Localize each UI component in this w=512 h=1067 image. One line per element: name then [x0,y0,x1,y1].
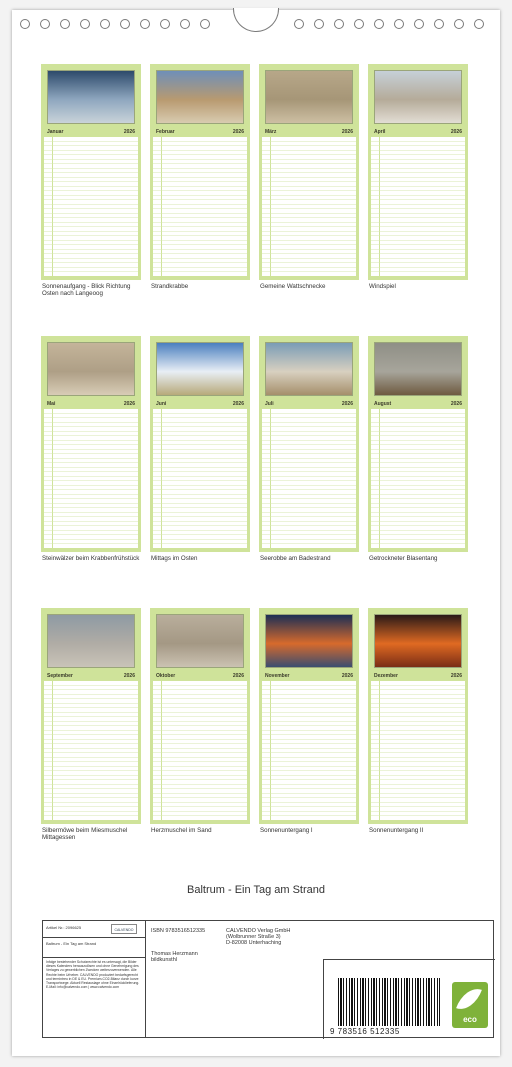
binding-hole [100,19,110,29]
month-year: 2026 [123,673,135,679]
month-caption: Gemeine Wattschnecke [260,283,326,290]
month-year: 2026 [341,401,353,407]
binding-hole [354,19,364,29]
binding-hole [160,19,170,29]
month-card [150,64,250,280]
month-header [371,128,465,136]
day-grid [44,409,138,548]
day-grid [262,681,356,820]
month-card [368,336,468,552]
month-photo [153,67,247,127]
month-card [368,608,468,824]
month-header [262,128,356,136]
month-caption: Sonnenuntergang II [369,827,424,834]
binding-hole [200,19,210,29]
month-caption: Getrockneter Blasentang [369,555,438,562]
month-photo [153,339,247,399]
month-caption: Steinwälzer beim Krabbenfrühstück [42,555,140,562]
binding-hole [474,19,484,29]
month-year: 2026 [232,673,244,679]
month-photo [262,67,356,127]
photo-image [47,614,135,668]
month-header [371,672,465,680]
month-name: September [47,673,73,679]
binding-hole [334,19,344,29]
photo-image [374,70,462,124]
month-name: Januar [47,129,64,135]
month-photo [262,611,356,671]
publisher-line-3: D-82008 Unterhaching [226,940,282,946]
divider [43,937,146,938]
day-grid [371,681,465,820]
month-name: Dezember [374,673,398,679]
day-grid [371,137,465,276]
month-caption: Strandkrabbe [151,283,189,290]
month-card [368,64,468,280]
month-caption: Windspiel [369,283,396,290]
month-header [371,400,465,408]
photo-image [265,342,353,396]
month-name: Oktober [156,673,176,679]
day-grid [262,137,356,276]
binding-hole [60,19,70,29]
month-year: 2026 [450,129,462,135]
barcode [338,978,440,1026]
month-header [153,400,247,408]
month-year: 2026 [341,129,353,135]
author-name: Thomas Herzmann [151,951,198,957]
month-card [259,336,359,552]
month-name: April [374,129,386,135]
month-card [259,608,359,824]
month-photo [44,611,138,671]
month-name: Juli [265,401,274,407]
month-caption: Mittags im Osten [151,555,198,562]
month-card [150,608,250,824]
month-year: 2026 [123,401,135,407]
day-grid [153,137,247,276]
calendar-sheet [12,10,500,1056]
month-caption: Seerobbe am Badestrand [260,555,331,562]
isbn: ISBN 9783516512335 [151,928,206,934]
month-name: August [374,401,392,407]
month-year: 2026 [123,129,135,135]
month-header [153,128,247,136]
binding-hole [80,19,90,29]
binding-hole [454,19,464,29]
leaf-icon [456,984,482,1015]
author-label: bildkunsthl [151,957,177,963]
binding-hole [120,19,130,29]
eco-label: eco [463,1015,477,1024]
photo-image [156,614,244,668]
month-header [262,672,356,680]
day-grid [371,409,465,548]
day-grid [153,409,247,548]
month-name: März [265,129,277,135]
month-photo [44,339,138,399]
month-caption: Sonnenaufgang - Blick Richtung Osten nach Langeoog [42,283,131,297]
product-title-small: Baltrum - Ein Tag am Strand [46,941,97,946]
month-header [44,400,138,408]
binding-hole [434,19,444,29]
article-number: Artikel Nr.: 2096625 [46,925,82,930]
photo-image [374,342,462,396]
month-photo [262,339,356,399]
publisher-line-1: CALVENDO Verlag GmbH [226,928,291,934]
info-left-column [43,921,146,1037]
month-header [262,400,356,408]
month-name: Mai [47,401,56,407]
eco-logo [452,982,488,1028]
month-header [44,672,138,680]
binding-hole [414,19,424,29]
barcode-area [323,959,495,1039]
photo-image [156,70,244,124]
month-card [259,64,359,280]
month-photo [371,67,465,127]
calvendo-logo: CALVENDO [111,924,137,934]
month-card [150,336,250,552]
month-caption: Herzmuschel im Sand [151,827,212,834]
binding-hole [294,19,304,29]
photo-image [265,70,353,124]
binding-hole [374,19,384,29]
divider [43,957,146,958]
legal-text: Infolge bestehender Schutzrechte ist es untersagt, die Bilder dieses Kalenders herauszulösen und ohne Genehmigung des Verlages zu gewerblichen Zwecken weiterzuverwenden. Alle Rechte beim Urheber. CALVENDO produziert bedarfsgerecht und termintreu in DE & EU. Premium-CO2-Bilanz durch kurze Transportwege. Aktuell Restauslage ohne Einzelrücklieferung. E-Mail: info@calvendo.com | www.calvendo.com [46,960,140,990]
binding-hole [40,19,50,29]
month-header [44,128,138,136]
photo-image [265,614,353,668]
month-name: November [265,673,290,679]
day-grid [44,681,138,820]
binding-hole [140,19,150,29]
photo-image [47,342,135,396]
photo-image [156,342,244,396]
month-year: 2026 [232,401,244,407]
binding-hole [394,19,404,29]
day-grid [153,681,247,820]
month-photo [371,339,465,399]
month-year: 2026 [450,401,462,407]
publisher-line-2: (Wolbrunner Straße 3) [226,934,281,940]
month-name: Februar [156,129,175,135]
month-photo [153,611,247,671]
day-grid [262,409,356,548]
binding-hole [20,19,30,29]
month-card [41,64,141,280]
photo-image [47,70,135,124]
month-year: 2026 [232,129,244,135]
barcode-number: 9 783516 512335 [330,1027,400,1036]
day-grid [44,137,138,276]
binding-hole [314,19,324,29]
calendar-title: Baltrum - Ein Tag am Strand [187,884,325,896]
month-header [153,672,247,680]
month-year: 2026 [450,673,462,679]
month-photo [44,67,138,127]
month-caption: Sonnenuntergang I [260,827,313,834]
product-info-box [42,920,494,1038]
month-photo [371,611,465,671]
month-name: Juni [156,401,167,407]
month-card [41,608,141,824]
month-year: 2026 [341,673,353,679]
binding-hole [180,19,190,29]
month-card [41,336,141,552]
month-caption: Silbermöwe beim Miesmuschel Mittagessen [42,827,128,841]
photo-image [374,614,462,668]
